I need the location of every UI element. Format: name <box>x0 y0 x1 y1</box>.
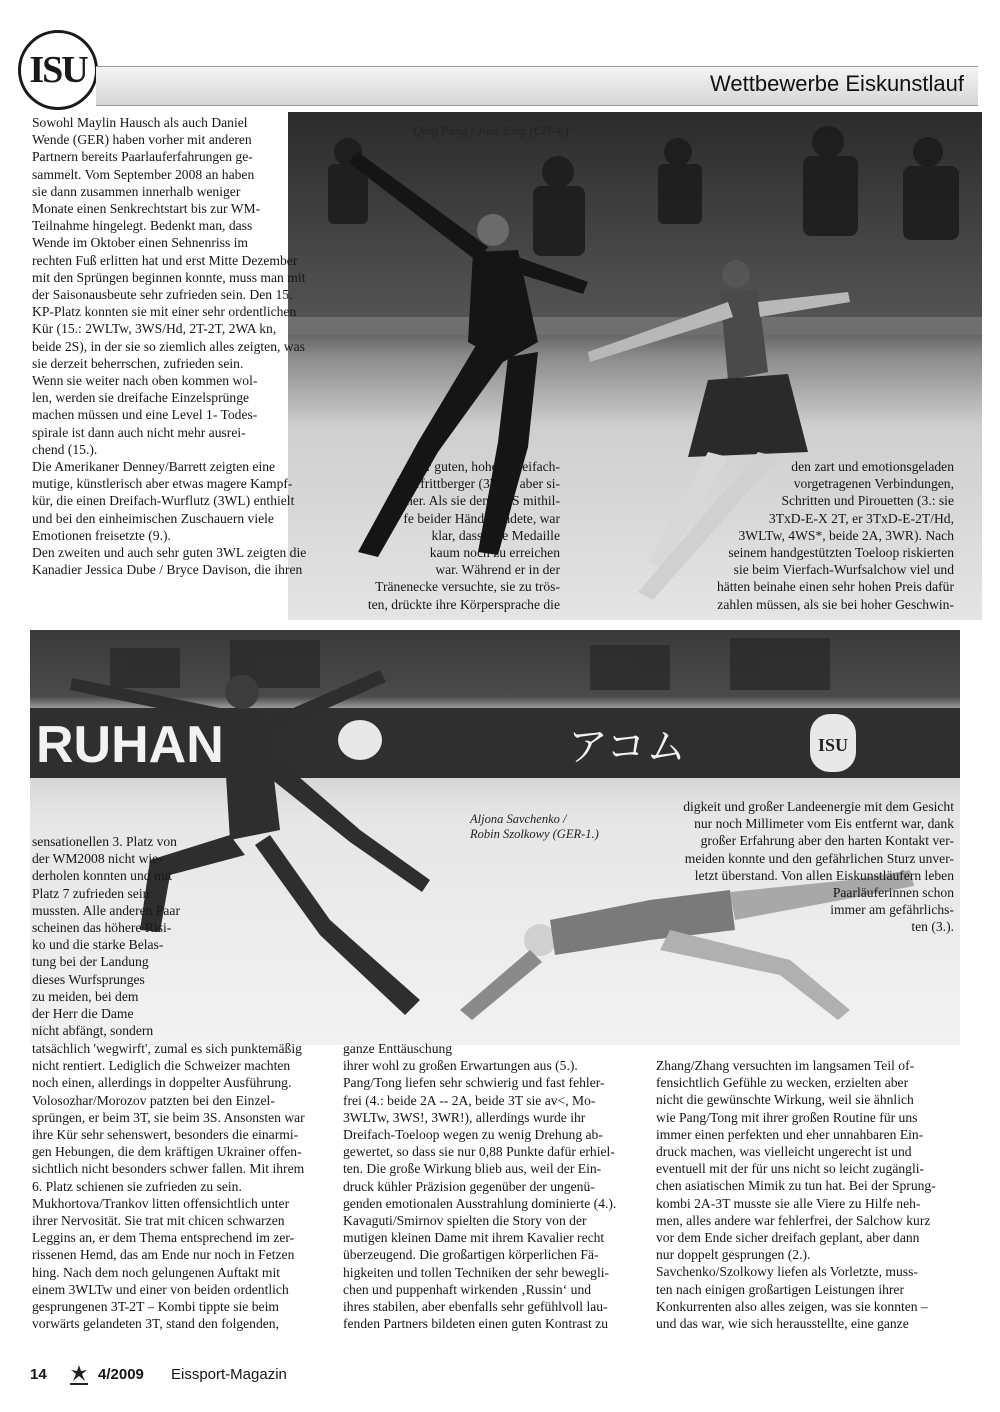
arena-board-logo: ISU <box>817 735 849 755</box>
article-left-lower: sensationellen 3. Platz von der WM2008 nicht wie- derholen konnten und mit Platz 7 zufrieden sein mussten. Alle anderen Paar scheinen das höhere Risi- ko und die starke Belas- tung bei der Landung dieses Wurfsprunges zu meiden, bei dem der Herr die Dame nicht abfängt, sondern <box>32 834 180 1039</box>
magazine-name: Eissport-Magazin <box>171 1366 287 1383</box>
issue-number: 4/2009 <box>98 1366 144 1383</box>
arena-banner-text: RUHAN <box>36 716 224 774</box>
article-right-lower: digkeit und großer Landeenergie mit dem Gesicht nur noch Millimeter vom Eis entfernt war, dank großer Erfahrung aber den harten Kontakt ver- meiden konnte und den gefährlichen Sturz unver- letzt überstand. Von allen Eiskunstläufern leben Paarläuferinnen schon immer am gefährlichs- ten (3.). <box>683 799 954 935</box>
page-footer <box>30 1366 430 1388</box>
article-column-1-upper: Sowohl Maylin Hausch als auch Daniel Wende (GER) haben vorher mit anderen Partnern bereits Paarlauferfahrungen ge- sammelt. Vom September 2008 an haben sie dann zusammen innerhalb weniger Monate einen Senkrechtstart bis zur WM- Teilnahme hingelegt. Bedenkt man, dass Wende im Oktober einen Sehnenriss im rechten Fuß erlitten hat und erst Mitte Dezember mit den Sprüngen beginnen konnte, muss man mit der Saisonausbeute sehr zufrieden sein. Den 15. KP-Platz konnten sie mit einer sehr ordentlichen Kür (15.: 2WLTw, 3WS/Hd, 2T-2T, 2WA kn, beide 2S), in der sie so ziemlich alles zeigten, was sie derzeit beherrschen, zufrieden sein. Wenn sie weiter nach oben kommen wol- len, werden sie dreifache Einzelsprünge machen müssen und eine Level 1- Todes- spirale ist dann auch nicht mehr ausrei- chend (15.). Die Amerikaner Denney/Barrett zeigten eine mutige, künstlerisch aber etwas magere Kampf- kür, die einen Dreifach-Wurflutz (3WL) enthielt und bei den einheimischen Zuschauern viele Emotionen freisetzte (9.). Den zweiten und auch sehr guten 3WL zeigten die Kanadier Jessica Dube / Bryce Davison, die ihren <box>32 115 307 578</box>
section-header-bar <box>96 66 978 106</box>
arena-board-text: アコム <box>568 724 686 770</box>
page-number: 14 <box>30 1366 47 1383</box>
section-title: Wettbewerbe Eiskunstlauf <box>710 71 964 96</box>
article-right-upper: den zart und emotionsgeladen vorgetragenen Verbindungen, Schritten und Pirouetten (3.: sie 3TxD-E-X 2T, er 3TxD-E-2T/Hd, 3WLTw, 4WS*, beide 2A, 3WR). Nach seinem handgestützten Toeloop riskierten sie beim Vierfach-Wurfsalchow viel und hätten beinahe einen sehr hohen Preis dafür zahlen müssen, als sie bei hoher Geschwin- <box>716 459 954 612</box>
article-bottom-column-2: ganze Enttäuschung ihrer wohl zu großen Erwartungen aus (5.). Pang/Tong liefen sehr schwierig und fast fehler- frei (4.: beide 2A -- 2A, beide 3T sie av<, Mo- 3WLTw, 3WS!, 3WR!), allerdings wurde ihr Dreifach-Toeloop wegen zu wenig Drehung ab- gewertet, so dass sie nur 0,88 Punkte dafür erhiel- ten. Die große Wirkung blieb aus, weil der Ein- druck kühler Präzision gegenüber der ungenü- genden emotionalen Ausstrahlung dominierte (4.). Kavaguti/Smirnov spielten die Story von der mutigen kleinen Dame mit ihrem Kavalier recht überzeugend. Die großartigen körperlichen Fä- higkeiten und tollen Techniken der sehr bewegli- chen und puppenhaft wirkenden ‚Russin‘ und ihres stabilen, aber ebenfalls sehr gefühlvoll lau- fenden Partners bildeten einen guten Kontrast zu <box>343 1041 617 1332</box>
isu-logo: ISU <box>18 30 98 110</box>
photo-caption-savchenko-szolkowy: Aljona Savchenko / Robin Szolkowy (GER-1.) <box>470 812 599 841</box>
article-middle-upper: sehr guten, hohen Dreifach- Wurfrittberger (3WR) aber si- cher. Als sie den 3WS mithil- fe beider Hände landete, war klar, dass eine Medaille kaum noch zu erreichen war. Während er in der Tränenecke versuchte, sie zu trös- ten, drückte ihre Körpersprache die <box>367 459 560 612</box>
skater-icon <box>66 1362 92 1388</box>
article-bottom-column-3: Zhang/Zhang versuchten im langsamen Teil of- fensichtlich Gefühle zu wecken, erzielten aber nicht die gewünschte Wirkung, weil sie ähnlich wie Pang/Tong mit ihrer großen Routine für uns immer einen perfekten und eher unnahbaren Ein- druck machen, was vielleicht ungerecht ist und eventuell mit der für uns nicht so leicht zugängli- chen asiatischen Mimik zu tun hat. Bei der Sprung- kombi 2A-3T musste sie alle Viere zu Hilfe neh- men, alles andere war fehlerfrei, der Salchow kurz vor dem Ende sicher dreifach geplant, aber dann nur doppelt gesprungen (2.). Savchenko/Szolkowy liefen als Vorletzte, muss- ten nach einigen großartigen Leistungen ihrer Konkurrenten also alles zeigen, was sie konnten – und das war, wie sich herausstellte, eine ganze <box>656 1058 936 1332</box>
article-bottom-column-1: tatsächlich 'wegwirft', zumal es sich punktemäßig nicht rentiert. Lediglich die Schweizer machten noch einen, allerdings in doppelter Ausführung. Volosozhar/Morozov patzten bei den Einzel- sprüngen, er beim 3T, sie beim 3S. Ansonsten war ihre Kür sehr sehenswert, besonders die einarmi- gen Hebungen, die dem kräftigen Ukrainer offen- sichtlich nicht besonders schwer fallen. Mit ihrem 6. Platz schienen sie zufrieden zu sein. Mukhortova/Trankov litten offensichtlich unter ihrer Nervosität. Sie trat mit chicen schwarzen Leggins an, er dem Thema entsprechend im zer- rissenen Hemd, das am Ende nur noch in Fetzen hing. Nach dem noch gelungenen Auftakt mit einem 3WLTw und einer von beiden ordentlich gesprungenen 3T-2T – Kombi tippte sie beim vorwärts gelandeten 3T, stand den folgenden, <box>32 1041 305 1332</box>
photo-caption-pang-tong: Qing Pang / Jian Tong (CH-4.) <box>413 124 569 138</box>
